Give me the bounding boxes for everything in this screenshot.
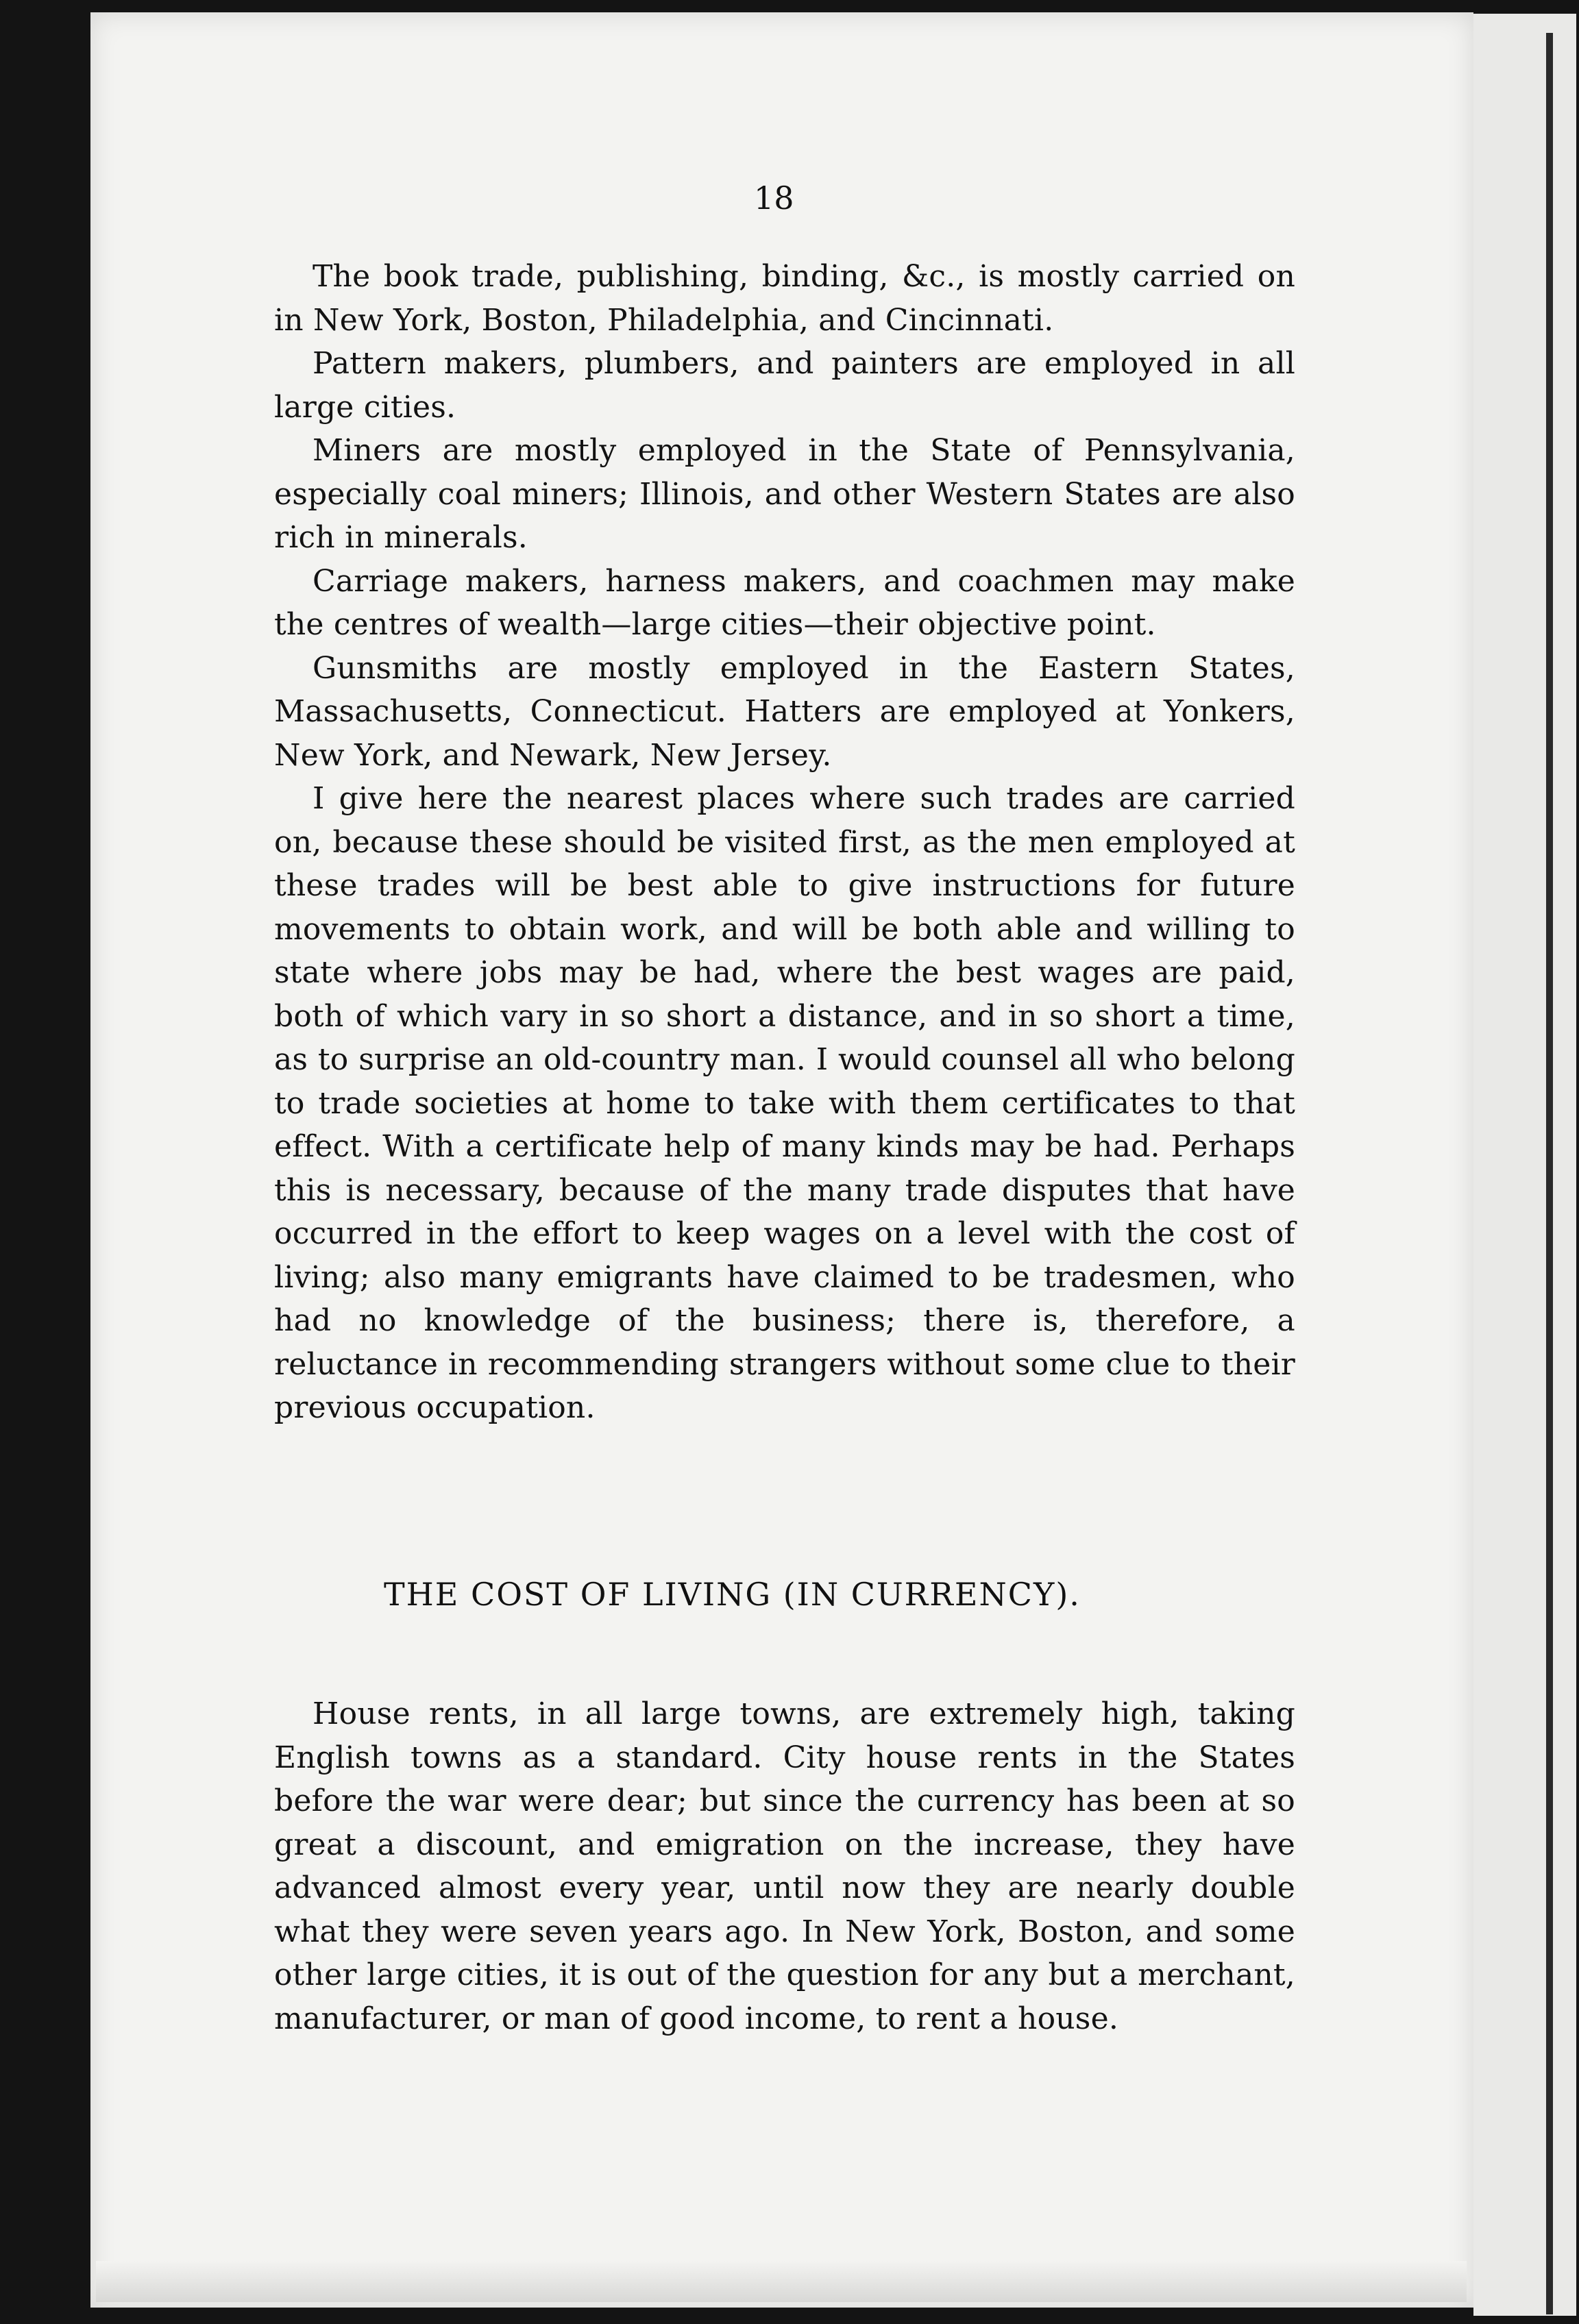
paragraph: Gunsmiths are mostly employed in the Eastern States, Massachusetts, Connecticut. Hatters are employed at Yonkers, New York, and Newark, New Jersey. (274, 650, 1295, 773)
paragraph: Miners are mostly employed in the State of Pennsylvania, especially coal miners; Illinois, and other Western States are also rich in minerals. (274, 433, 1295, 555)
facing-page-edge (1473, 14, 1576, 2316)
page-binding-shadow (1546, 33, 1553, 2314)
paragraph: Pattern makers, plumbers, and painters are employed in all large cities. (274, 346, 1295, 425)
paragraph: I give here the nearest places where such trades are carried on, because these should be visited first, as the men employed at these trades will be best able to give instructions for future movements to obtain work, and will be both able and willing to state where jobs may be had, where the best wages are paid, both of which vary in so short a distance, and in so short a time, as to surprise an old-country man. I would counsel all who belong to trade societies at home to take with them certificates to that effect. With a certificate help of many kinds may be had. Perhaps this is necessary, because of the many trade disputes that have occurred in the effort to keep wages on a level with the cost of living; also many emigrants have claimed to be tradesmen, who had no knowledge of the business; there is, therefore, a reluctance in recommending strangers without some clue to their previous occupation. (274, 781, 1295, 1425)
section-heading: THE COST OF LIVING (IN CURRENCY). (384, 1576, 1081, 1613)
body-text-top (274, 255, 1295, 1430)
paragraph: House rents, in all large towns, are extremely high, taking English towns as a standard. City house rents in the States before the war were dear; but since the currency has been at so great a discount, and emigration on the increase, they have advanced almost every year, until now they are nearly double what they were seven years ago. In New York, Boston, and some other large cities, it is out of the question for any but a merchant, manufacturer, or man of good income, to rent a house. (274, 1696, 1295, 2036)
page-bottom-edge (96, 2261, 1467, 2302)
paragraph: The book trade, publishing, binding, &c., is mostly carried on in New York, Boston, Philadelphia, and Cincinnati. (274, 259, 1295, 338)
body-text-bottom (274, 1692, 1295, 2040)
paragraph: Carriage makers, harness makers, and coachmen may make the centres of wealth—large cities—their objective point. (274, 563, 1295, 642)
page-number: 18 (754, 180, 794, 217)
